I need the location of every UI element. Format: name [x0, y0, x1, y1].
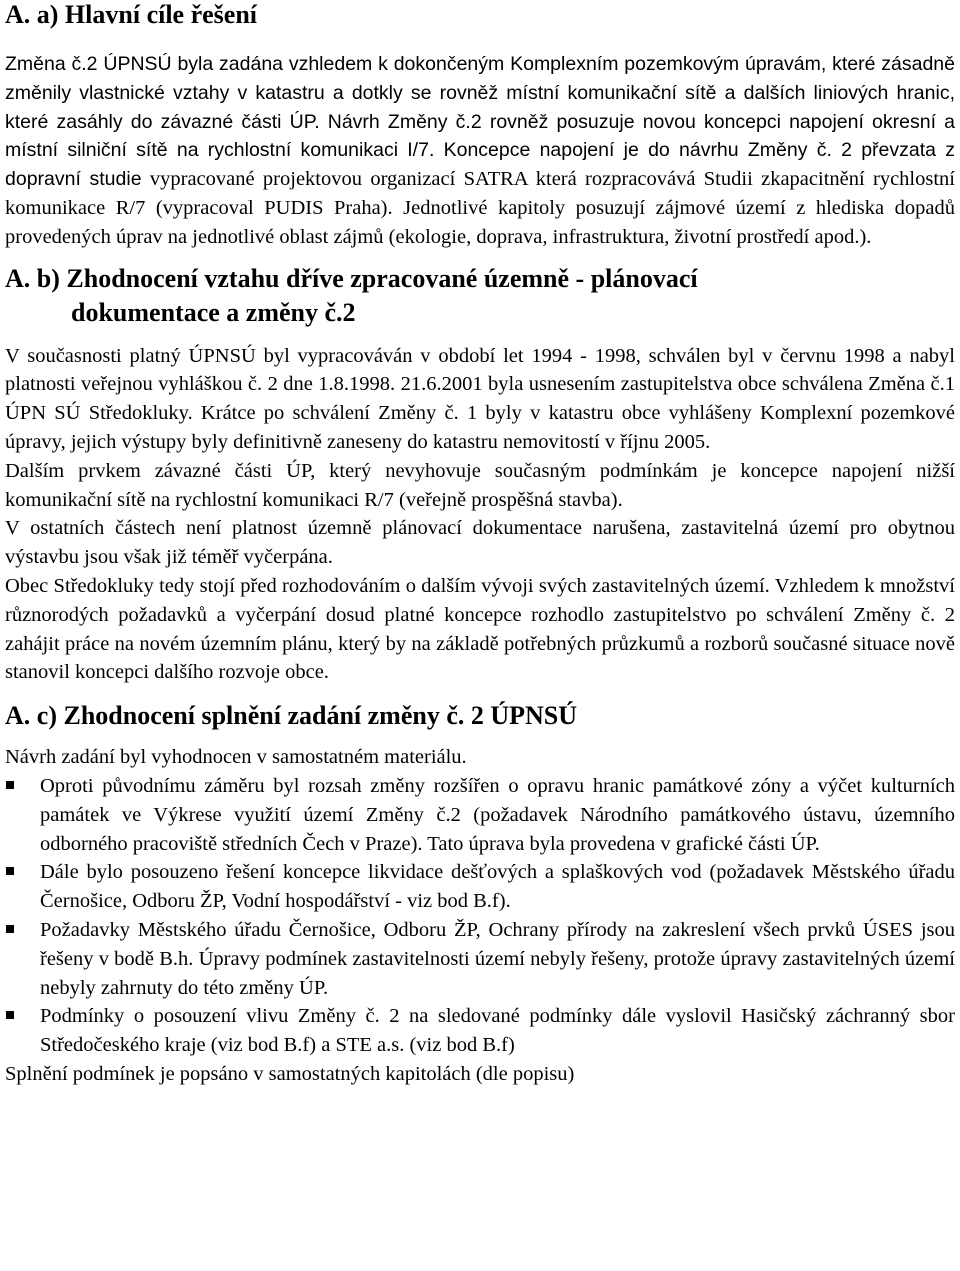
square-bullet-icon [6, 781, 14, 789]
square-bullet-icon [6, 925, 14, 933]
paragraph-b-2: Dalším prvkem závazné části ÚP, který nevyhovuje současným podmínkám je koncepce napojení nižší komunikační sítě na rychlostní komunikaci R/7 (veřejně prospěšná stavba). [5, 459, 955, 511]
list-item-text: Dále bylo posouzeno řešení koncepce likvidace dešťových a splaškových vod (požadavek Městského úřadu Černošice, Odboru ŽP, Vodní hospodářství - viz bod B.f). [40, 861, 955, 913]
heading-section-b-line2: dokumentace a změny č.2 [71, 297, 356, 327]
paragraph-b-4: Obec Středokluky tedy stojí před rozhodováním o dalším vývoji svých zastavitelných území. Vzhledem k množství různorodých požadavků a vyčerpání dosud platné koncepce rozhodlo zastupitelstvo po schválení Změny č. 2 zahájit práce na novém územním plánu, který by na základě potřebných průzkumů a rozborů současné situace nově stanovil koncepci dalšího rozvoje obce. [5, 574, 955, 684]
paragraph-b-3: V ostatních částech není platnost územně plánovací dokumentace narušena, zastavitelná území pro obytnou výstavbu jsou však již téměř vyčerpána. [5, 517, 955, 569]
heading-section-c: A. c) Zhodnocení splnění zadání změny č. 2 ÚPNSÚ [5, 701, 578, 731]
list-item-text: Podmínky o posouzení vlivu Změny č. 2 na sledované podmínky dále vyslovil Hasičský záchranný sbor Středočeského kraje (viz bod B.f) a STE a.s. (viz bod B.f) [40, 1005, 955, 1057]
paragraph-c-closing: Splnění podmínek je popsáno v samostatných kapitolách (dle popisu) [5, 1062, 575, 1085]
bullet-list [5, 772, 955, 1060]
list-item [5, 1002, 955, 1060]
paragraph-main-goals-sans: Změna č.2 ÚPNSÚ byla zadána vzhledem k dokončeným Komplexním pozemkovým úpravám, které zásadně změnily vlastnické vztahy v katastru a dotkly se rovněž místní komunikační sítě a dalších liniových hranic, které zasáhly do závazné části ÚP. Návrh Změny č.2 rovněž posuzuje novou koncepci napojení okresní a místní silniční sítě na rychlostní komunikaci I/7. Koncepce napojení je do návrhu Změny č. 2 převzata z dopravní studie [5, 53, 955, 191]
list-item [5, 916, 955, 1002]
paragraph-main-goals [5, 50, 955, 252]
paragraph-b-1: V současnosti platný ÚPNSÚ byl vypracováván v období let 1994 - 1998, schválen byl v červnu 1998 a nabyl platnosti veřejnou vyhláškou č. 2 dne 1.8.1998. 21.6.2001 byla usnesením zastupitelstva obce schválena Změna č.1 ÚPN SÚ Středokluky. Krátce po schválení Změny č. 1 byly v katastru obce vyhlášeny Komplexní pozemkové úpravy, jejich výstupy byly definitivně zaneseny do katastru nemovitostí v říjnu 2005. [5, 344, 955, 453]
document-page [5, 0, 955, 1089]
list-item-text: Požadavky Městského úřadu Černošice, Odboru ŽP, Ochrany přírody na zakreslení všech prvků ÚSES jsou řešeny v bodě B.h. Úpravy podmínek zastavitelnosti území nebyly řešeny, protože úpravy zastavitelných území nebyly zahrnuty do této změny ÚP. [40, 918, 955, 999]
square-bullet-icon [6, 867, 14, 875]
paragraph-c-intro: Návrh zadání byl vyhodnocen v samostatném materiálu. [5, 746, 467, 769]
paragraph-main-goals-tail: Jednotlivé kapitoly posuzují zájmové území z hlediska dopadů provedených úprav na jednotlivé oblast zájmů (ekologie, doprava, infrastruktura, životní prostředí apod.). [5, 196, 955, 248]
square-bullet-icon [6, 1011, 14, 1019]
paragraph-main-goals-serif: vypracované projektovou organizací SATRA která rozpracovává Studii zkapacitnění rychlostní komunikace R/7 (vypracoval PUDIS Praha). [5, 168, 955, 219]
list-item-text: Oproti původnímu záměru byl rozsah změny rozšířen o opravu hranic památkové zóny a výčet kulturních památek ve Výkrese využití území Změny č.2 (požadavek Národního památkového ústavu, územního odborného pracoviště středních Čech v Praze). Tato úprava byla provedena v grafické části ÚP. [40, 774, 955, 855]
list-item [5, 858, 955, 916]
heading-section-a: A. a) Hlavní cíle řešení [5, 0, 258, 29]
heading-section-b-line1: A. b) Zhodnocení vztahu dříve zpracované územně - plánovací [5, 263, 698, 293]
heading-section-b [5, 262, 955, 330]
list-item [5, 772, 955, 858]
